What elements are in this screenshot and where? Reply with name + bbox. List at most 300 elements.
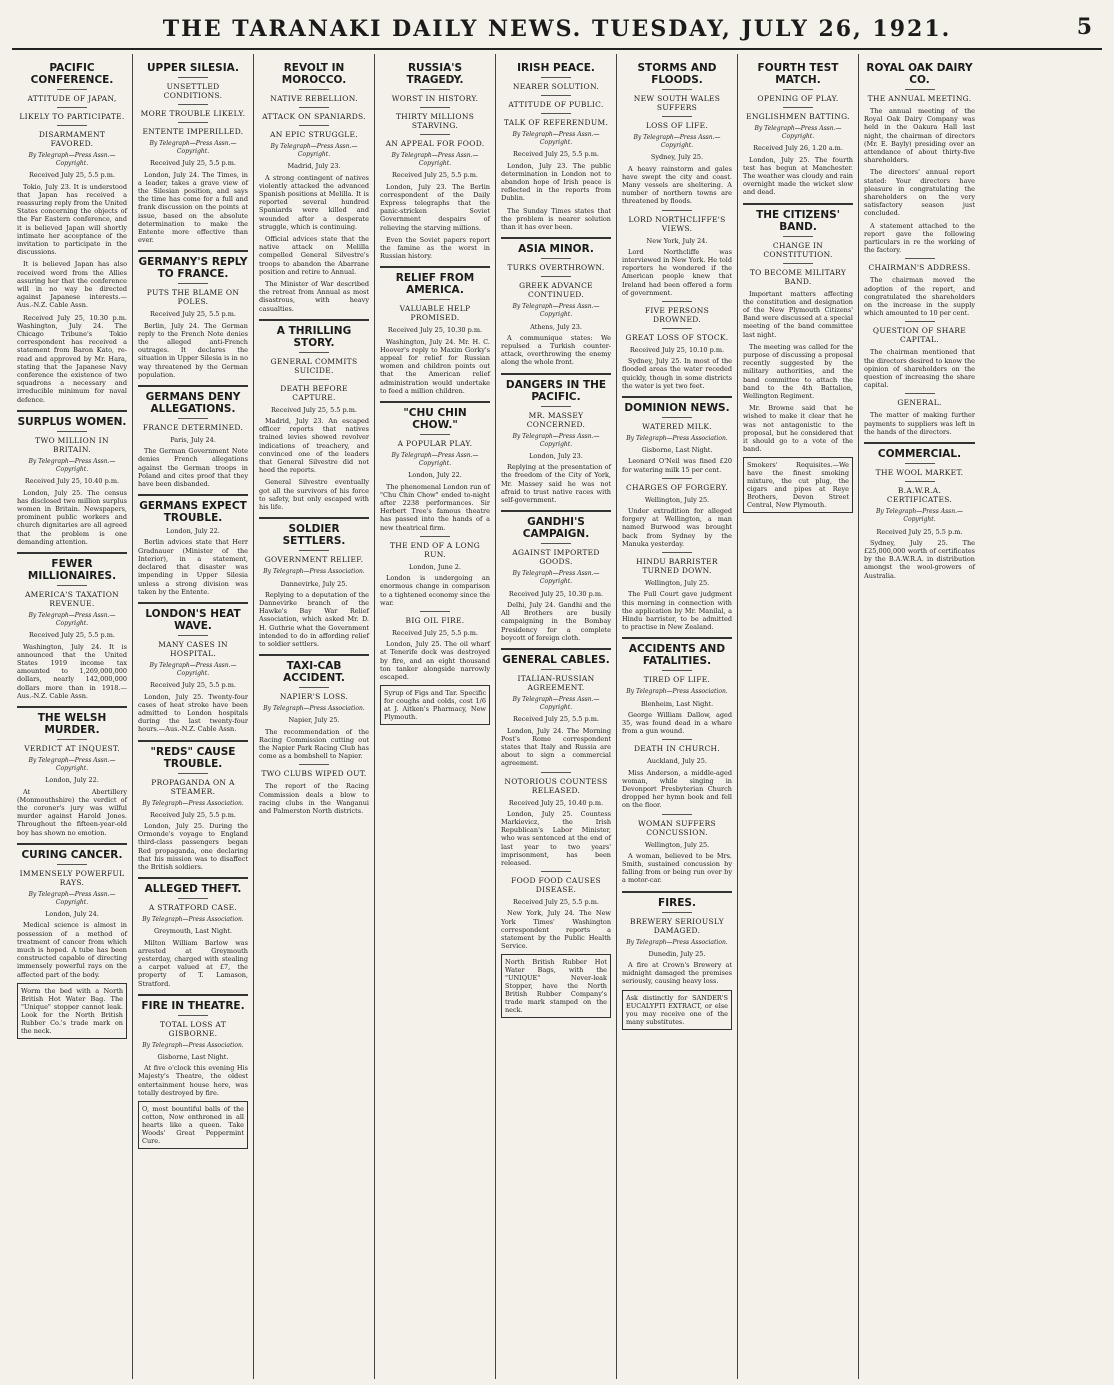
article-subhead: QUESTION OF SHARE CAPITAL. (872, 326, 967, 345)
article-paragraph: Tokio, July 23. It is understood that Japan has received a reassuring reply from the United States concerning the objects of the Far Eastern conference, and it is believed Japan will shortly intimate her acceptance of the invitation to participate in the discussions. (17, 182, 127, 257)
article (380, 536, 490, 607)
article-paragraph: Madrid, July 23. An escaped officer reports that natives trained levies showed revolver indications of treachery, and convinced one of the leaders that General Silvestre did not heed the reports. (259, 417, 369, 475)
subhead-separator (57, 739, 87, 740)
article-dateline: Received July 25, 5.5 p.m. (150, 681, 236, 690)
subhead-separator (178, 77, 208, 78)
advertisement: Syrup of Figs and Tar. Specific for coughs and colds, cost 1/6 at J. Aitken's Pharmacy, New Plymouth. (380, 685, 490, 725)
article-headline: GENERAL CABLES. (502, 653, 610, 666)
article (138, 494, 248, 596)
article-paragraph: London, July 25. The oil wharf at Tenerife dock was destroyed by fire, and an eight thousand ton tanker alongside narrowly escaped. (380, 640, 490, 681)
article-paragraph: Milton William Barlow was arrested at Greymouth yesterday, charged with stealing a carpet valued at £7, the property of T. Lamason, Stratford. (138, 938, 248, 988)
article-subhead: GREEK ADVANCE CONTINUED. (519, 281, 593, 300)
article-headline: CURING CANCER. (21, 848, 123, 861)
article (138, 602, 248, 734)
subhead-separator (57, 107, 87, 108)
subhead-separator (299, 352, 329, 353)
article-paragraph: New York, July 24. The New York Times' Washington correspondent reports a statement by the Public Health Service. (501, 909, 611, 951)
article-dateline: Sydney, July 25. (650, 153, 704, 162)
article-subhead: CHANGE IN CONSTITUTION. (763, 240, 833, 259)
article-headline: ACCIDENTS AND FATALITIES. (628, 643, 726, 668)
section-rule (259, 654, 369, 656)
article-dateline: Received July 26, 1.20 a.m. (753, 144, 843, 153)
article-paragraph: A woman, believed to be Mrs. Smith, sustained concussion by falling from or being run over by a motor-car. (622, 851, 732, 885)
article-subhead: TOTAL LOSS AT GISBORNE. (159, 1019, 227, 1038)
subhead-separator (57, 431, 87, 432)
article-headline: LONDON'S HEAT WAVE. (145, 607, 241, 632)
article (17, 62, 127, 404)
article-subhead: A STRATFORD CASE. (148, 903, 238, 913)
section-rule (743, 203, 853, 205)
article-subhead: CHAIRMAN'S ADDRESS. (868, 263, 971, 273)
section-rule (380, 266, 490, 268)
article-paragraph: The recommendation of the Racing Commission cutting out the Napier Park Racing Club has come as a bombshell to Napier. (259, 727, 369, 761)
article-dateline: Received July 25, 5.5 p.m. (29, 631, 115, 640)
article-headline: FEWER MILLIONAIRES. (27, 557, 117, 582)
column-4 (375, 54, 496, 1379)
article (501, 373, 611, 505)
article-headline: GERMANS EXPECT TROUBLE. (139, 500, 247, 525)
article-subhead: MORE TROUBLE LIKELY. (140, 109, 246, 118)
article-dateline: Received July 25, 5.5 p.m. (150, 810, 236, 819)
column-3 (254, 54, 375, 1379)
article-paragraph: Important matters affecting the constitution and designation of the New Plymouth Citizens' Band were discussed at a special meeting of the band committee last night. (743, 289, 853, 339)
subhead-separator (905, 393, 935, 394)
article (622, 814, 732, 885)
subhead-separator (541, 406, 571, 407)
subhead-separator (420, 536, 450, 537)
subhead-separator (178, 418, 208, 419)
article-dateline: Wellington, July 25. (644, 579, 710, 588)
subhead-separator (662, 670, 692, 671)
article (864, 393, 975, 436)
article (259, 319, 369, 511)
section-rule (138, 494, 248, 496)
article (622, 478, 732, 548)
article-paragraph: Delhi, July 24. Gandhi and the All Brothers are busily campaigning in the Bombay Presidency for a complete boycott of foreign cloth. (501, 600, 611, 642)
subhead-separator (541, 276, 571, 277)
article-subhead: DEATH IN CHURCH. (633, 744, 721, 754)
section-rule (17, 706, 127, 708)
article-byline: By Telegraph—Press Assn.—Copyright. (512, 695, 600, 712)
advertisement: Smokers' Requisites.—We have the finest smoking mixture, the cut plug, the cigars and pipes at Reye Brothers, Devon Street Central, New Plymouth. (743, 457, 853, 513)
article-subhead: GENERAL. (897, 398, 942, 408)
subhead-separator (905, 89, 935, 90)
subhead-separator (783, 89, 813, 90)
article-subhead: HINDU BARRISTER TURNED DOWN. (636, 557, 718, 576)
subhead-separator (57, 864, 87, 865)
article-headline: RUSSIA'S TRAGEDY. (406, 62, 464, 86)
article-subhead: NEW SOUTH WALES SUFFERS (633, 94, 721, 112)
article-dateline: Greymouth, Last Night. (153, 927, 232, 936)
subhead-separator (178, 104, 208, 105)
article-paragraph: Berlin, July 24. The German reply to the French Note denies the alleged anti-French outrages. It declares the situation in Upper Silesia is in no way threatened by the German population. (138, 321, 248, 379)
section-rule (501, 510, 611, 512)
article-subhead: BIG OIL FIRE. (405, 615, 465, 625)
subhead-separator (662, 89, 692, 90)
article-headline: GANDHI'S CAMPAIGN. (522, 516, 590, 541)
article-paragraph: London, July 25. During the Ormonde's voyage to England third-class passengers began Red propaganda, one declaring that his mission was to disaffect the British soldiers. (138, 821, 248, 871)
subhead-separator (299, 107, 329, 108)
subhead-separator (178, 635, 208, 636)
masthead-rule (12, 48, 1102, 50)
article-dateline: Madrid, July 23. (287, 162, 341, 171)
article-paragraph: London, July 23. The public determination in London not to abandon hope of Irish peace is reflected in the reports from Dublin. (501, 161, 611, 203)
article-subhead: CHARGES OF FORGERY. (625, 482, 729, 492)
article-headline: GERMANY'S REPLY TO FRANCE. (138, 256, 248, 281)
section-rule (622, 396, 732, 398)
article-dateline: Received July 25, 5.5 p.m. (392, 628, 478, 637)
subhead-separator (662, 417, 692, 418)
article-headline: FIRE IN THEATRE. (141, 999, 245, 1012)
article-paragraph: The German Government Note denies French allegations against the German troops in Poland and cites proof that they have been disbanded. (138, 447, 248, 489)
section-rule (864, 442, 975, 444)
article-subhead: THE END OF A LONG RUN. (389, 540, 481, 559)
article-paragraph: Under extradition for alleged forgery at Wellington, a man named Burwood was brought back from Sydney by the Manuka yesterday. (622, 507, 732, 548)
article-subhead: TO BECOME MILITARY BAND. (749, 267, 847, 286)
article-headline: ALLEGED THEFT. (144, 883, 242, 896)
article (259, 654, 369, 760)
advertisement: O, most bountiful balls of the cotton, Now enthroned in all hearts like a queen. Take Woods' Great Peppermint Cure. (138, 1101, 248, 1149)
newspaper-title: THE TARANAKI DAILY NEWS. TUESDAY, JULY 26, 1921. (162, 16, 952, 42)
article-byline: By Telegraph—Press Assn.—Copyright. (875, 508, 964, 524)
advertisement: Ask distinctly for SANDER'S EUCALYPTI EXTRACT, or else you may receive one of the many substitutes. (622, 990, 732, 1030)
article-headline: UPPER SILESIA. (147, 62, 239, 74)
article (259, 62, 369, 313)
article (501, 648, 611, 768)
article-dateline: Received July 25, 10.10 p.m. (629, 346, 725, 355)
article-headline: DANGERS IN THE PACIFIC. (505, 378, 607, 403)
section-rule (259, 517, 369, 519)
subhead-separator (905, 463, 935, 464)
article (864, 321, 975, 389)
article-subhead: TWO CLUBS WIPED OUT. (261, 769, 367, 779)
column-7 (738, 54, 859, 1379)
subhead-separator (420, 134, 450, 135)
section-rule (138, 385, 248, 387)
article-dateline: Received July 25, 10.40 p.m. (24, 477, 120, 486)
article (622, 62, 732, 206)
article-subhead: NATIVE REBELLION. (270, 94, 358, 103)
article-headline: IRISH PEACE. (517, 62, 595, 74)
article-headline: FOURTH TEST MATCH. (757, 62, 839, 86)
article-dateline: London, July 23. (529, 452, 583, 461)
article-dateline: Received July 25, 5.5 p.m. (513, 898, 599, 907)
news-columns (12, 54, 1102, 1379)
article-dateline: Wellington, July 25. (644, 495, 710, 504)
article-headline: RELIEF FROM AMERICA. (395, 272, 475, 297)
subhead-separator (662, 552, 692, 553)
article-byline: By Telegraph—Press Association. (626, 435, 728, 443)
article (622, 637, 732, 735)
article-headline: FIRES. (658, 896, 696, 909)
article-subhead: AN EPIC STRUGGLE. (270, 130, 358, 139)
article (380, 62, 490, 260)
advertisement: North British Rubber Hot Water Bags, with the "UNIQUE" Never-leak Stopper, have the North British Rubber Company's trade mark stamped on the neck. (501, 954, 611, 1018)
article-subhead: ENTENTE IMPERILLED. (142, 127, 244, 136)
article-byline: By Telegraph—Press Assn.—Copyright. (512, 303, 600, 319)
article-dateline: London, July 24. (45, 910, 99, 919)
article-dateline: Received July 25, 5.5 p.m. (876, 527, 963, 536)
section-rule (138, 602, 248, 604)
article-paragraph: London, July 25. The census has disclosed two million surplus women in Britain. Newspapers, prominent public workers and church dignitaries are all agreed that the problem is one demanding attention. (17, 488, 127, 546)
article-paragraph: The report of the Racing Commission deals a blow to racing clubs in the Wanganui and Palmerston North districts. (259, 782, 369, 815)
article-subhead: A POPULAR PLAY. (397, 439, 473, 449)
subhead-separator (662, 739, 692, 740)
subhead-separator (783, 263, 813, 264)
article-subhead: PROPAGANDA ON A STEAMER. (151, 777, 235, 796)
article-dateline: Received July 25, 5.5 p.m. (29, 171, 115, 180)
article-byline: By Telegraph—Press Association. (626, 938, 728, 946)
section-rule (138, 994, 248, 996)
article (380, 611, 490, 681)
subhead-separator (57, 585, 87, 586)
article-byline: By Telegraph—Press Association. (142, 799, 244, 807)
article-paragraph: Miss Anderson, a middle-aged woman, while singing in Devonport Presbyterian Church dropped her hymn book and fell on the floor. (622, 768, 732, 810)
article (864, 62, 975, 254)
subhead-separator (541, 258, 571, 259)
article-subhead: LORD NORTHCLIFFE'S VIEWS. (628, 214, 726, 233)
article-byline: By Telegraph—Press Assn.—Copyright. (28, 756, 116, 773)
article-subhead: MR. MASSEY CONCERNED. (526, 410, 586, 429)
article-dateline: Gisborne, Last Night. (641, 446, 713, 455)
section-rule (138, 250, 248, 252)
section-rule (17, 843, 127, 845)
subhead-separator (662, 210, 692, 211)
article-dateline: London, June 2. (409, 562, 461, 571)
article (864, 258, 975, 317)
article-paragraph: Received July 25, 10.30 p.m. Washington, July 24. The Chicago Tribune's Tokio correspondent has received a statement from Baron Kato, re-read and approved by Mr. Hara, stating that the Japanese Navy conference the existence of two squadrons a necessary and irreducible minimum for naval defence. (17, 313, 127, 404)
article-subhead: UNSETTLED CONDITIONS. (163, 82, 223, 100)
subhead-separator (541, 543, 571, 544)
article (138, 994, 248, 1097)
article (17, 843, 127, 979)
article-paragraph: The annual meeting of the Royal Oak Dairy Company was held in the Oakura Hall last night, the chairman of directors (Mr. E. Bayly) presiding over an attendance of about thirty-five shareholders. (864, 107, 975, 165)
article-subhead: ENGLISHMEN BATTING. (746, 112, 850, 121)
article-paragraph: A statement attached to the report gave the following particulars in re the working of the factory. (864, 221, 975, 255)
section-rule (501, 648, 611, 650)
column-6 (617, 54, 738, 1379)
section-rule (501, 237, 611, 239)
article-byline: By Telegraph—Press Association. (263, 568, 365, 576)
article-paragraph: Replying to a deputation of the Dannevirke branch of the Hawke's Bay War Relief Association, which asked Mr. D. H. Guthrie what the Government intended to do in affording relief to soldier settlers. (259, 590, 369, 648)
article (501, 237, 611, 366)
article-headline: A THRILLING STORY. (276, 324, 352, 349)
subhead-separator (783, 107, 813, 108)
article-subhead: AN APPEAL FOR FOOD. (385, 139, 485, 148)
article-subhead: NAPIER'S LOSS. (279, 692, 349, 702)
subhead-separator (299, 687, 329, 688)
article (501, 62, 611, 231)
article-subhead: ATTITUDE OF PUBLIC. (508, 100, 604, 109)
article-paragraph: At five o'clock this evening His Majesty's Theatre, the oldest entertainment house here, was totally destroyed by fire. (138, 1064, 248, 1097)
article-subhead: FOOD FOOD CAUSES DISEASE. (511, 876, 601, 895)
subhead-separator (299, 379, 329, 380)
article-byline: By Telegraph—Press Assn.—Copyright. (754, 125, 842, 141)
article-subhead: TURKS OVERTHROWN. (507, 263, 605, 273)
article-dateline: Blenheim, Last Night. (640, 699, 714, 708)
article-dateline: Received July 25, 10.40 p.m. (508, 798, 604, 807)
article-dateline: Dunedin, July 25. (648, 949, 706, 958)
article-byline: By Telegraph—Press Association. (263, 705, 365, 713)
article-paragraph: The directors' annual report stated: Your directors have pleasure in congratulating the shareholders on the very satisfactory season just concluded. (864, 168, 975, 218)
subhead-separator (299, 89, 329, 90)
article (622, 739, 732, 809)
article (380, 401, 490, 532)
article (17, 552, 127, 700)
article-paragraph: Medical science is almost in possession of a method of treatment of cancer from which much is hoped. A tube has been constructed capable of directing immensely powerful rays on the affected part of the body. (17, 921, 127, 979)
article (17, 706, 127, 837)
article-headline: "CHU CHIN CHOW." (403, 407, 467, 432)
article-paragraph: Replying at the presentation of the freedom of the City of York, Mr. Massey said he was not afraid to trust native races with self-government. (501, 463, 611, 505)
article-subhead: WORST IN HISTORY. (391, 94, 479, 103)
article (622, 210, 732, 297)
article-paragraph: The chairman moved the adoption of the report, and congratulated the shareholders on the increase in the supply which amounted to 10 per cent. (864, 276, 975, 318)
article-subhead: NEARER SOLUTION. (512, 82, 600, 91)
article-paragraph: Sydney, July 25. The £25,000,000 worth of certificates by the B.A.W.R.A. in distribution amongst the wool-growers of Australia. (864, 538, 975, 580)
article-subhead: FIVE PERSONS DROWNED. (644, 306, 710, 325)
column-2 (133, 54, 254, 1379)
article (743, 203, 853, 454)
article-headline: GERMANS DENY ALLEGATIONS. (145, 391, 241, 416)
article-subhead: AMERICA'S TAXATION REVENUE. (24, 589, 120, 608)
article-paragraph: London, July 24. The Times, in a leader, takes a grave view of the Silesian position, and says the time has come for a full and frank discussion on the points at issue, based on the absolute determination to make the Entente more effective than ever. (138, 170, 248, 245)
subhead-separator (905, 258, 935, 259)
article-subhead: FRANCE DETERMINED. (142, 423, 244, 433)
section-rule (138, 740, 248, 742)
article-headline: COMMERCIAL. (877, 448, 962, 461)
article-subhead: ITALIAN-RUSSIAN AGREEMENT. (517, 673, 595, 692)
section-rule (138, 877, 248, 879)
article-paragraph: A strong contingent of natives violently attacked the advanced Spanish positions at Melilla. It is reported several hundred Spaniards were killed and wounded after a desperate struggle, which is continuing. (259, 173, 369, 231)
subhead-separator (662, 328, 692, 329)
article-subhead: OPENING OF PLAY. (757, 94, 839, 103)
article-headline: DOMINION NEWS. (624, 402, 730, 415)
subhead-separator (420, 299, 450, 300)
section-rule (622, 637, 732, 639)
section-rule (501, 373, 611, 375)
article-subhead: WOMAN SUFFERS CONCUSSION. (638, 818, 716, 837)
article (259, 764, 369, 815)
article (622, 891, 732, 986)
subhead-separator (178, 773, 208, 774)
article-subhead: DISARMAMENT FAVORED. (38, 130, 106, 148)
article-byline: By Telegraph—Press Assn.—Copyright. (28, 457, 116, 474)
subhead-separator (662, 301, 692, 302)
article (138, 250, 248, 379)
article-headline: PACIFIC CONFERENCE. (30, 62, 114, 86)
subhead-separator (662, 478, 692, 479)
advertisement: Worm the bed with a North British Hot Water Bag. The "Unique" stopper cannot leak. Look for the North British Rubber Co.'s trade mark on the neck. (17, 983, 127, 1039)
article-subhead: GREAT LOSS OF STOCK. (625, 333, 729, 343)
article-paragraph: Leonard O'Neil was fined £20 for watering milk 15 per cent. (622, 457, 732, 474)
article (501, 510, 611, 642)
article-byline: By Telegraph—Press Association. (626, 688, 728, 696)
subhead-separator (541, 113, 571, 114)
article-dateline: Received July 25, 5.5 p.m. (150, 310, 236, 319)
article-dateline: Received July 25, 5.5 p.m. (150, 159, 236, 168)
subhead-separator (299, 125, 329, 126)
column-5 (496, 54, 617, 1379)
article-subhead: LOSS OF LIFE. (645, 121, 709, 130)
masthead (0, 0, 1114, 56)
article-dateline: Received July 25, 5.5 p.m. (271, 405, 357, 414)
subhead-separator (662, 912, 692, 913)
article-subhead: AGAINST IMPORTED GOODS. (512, 548, 600, 567)
article-subhead: TWO MILLION IN BRITAIN. (35, 435, 109, 454)
article-headline: SURPLUS WOMEN. (17, 415, 127, 428)
subhead-separator (299, 764, 329, 765)
subhead-separator (178, 898, 208, 899)
article-paragraph: London, July 25. Twenty-four cases of heat stroke have been admitted to London hospitals during the last twenty-four hours.—Aus.-N.Z. Cable Assn. (138, 692, 248, 734)
subhead-separator (299, 550, 329, 551)
article-subhead: THIRTY MILLIONS STARVING. (395, 112, 475, 130)
article-dateline: London, July 22. (45, 776, 99, 785)
article-byline: By Telegraph—Press Association. (142, 1041, 244, 1049)
article-byline: By Telegraph—Press Assn.—Copyright. (28, 611, 116, 628)
article-dateline: Received July 25, 10.30 p.m. (508, 589, 604, 598)
article-paragraph: A communique states: We repulsed a Turkish counter-attack, overthrowing the enemy along the whole front. (501, 333, 611, 367)
article-byline: By Telegraph—Press Assn.—Copyright. (391, 152, 479, 168)
subhead-separator (905, 481, 935, 482)
article-byline: By Telegraph—Press Assn.—Copyright. (512, 131, 600, 147)
article-paragraph: London, July 25. The fourth test has begun at Manchester. The weather was cloudy and rain overnight made the wicket slow and dead. (743, 155, 853, 197)
subhead-separator (420, 107, 450, 108)
article-paragraph: It is believed Japan has also received word from the Allies assuring her that the conference will in no way be directed against Japanese interests.—Aus.-N.Z. Cable Assn. (17, 260, 127, 310)
article (380, 266, 490, 395)
article-dateline: Napier, July 25. (288, 716, 340, 725)
subhead-separator (905, 321, 935, 322)
section-rule (622, 891, 732, 893)
article-subhead: TIRED OF LIFE. (643, 675, 711, 685)
article-subhead: ATTACK ON SPANIARDS. (262, 112, 366, 121)
article-dateline: New York, July 24. (646, 236, 708, 245)
article-subhead: IMMENSELY POWERFUL RAYS. (19, 868, 125, 887)
subhead-separator (178, 1015, 208, 1016)
article-subhead: DEATH BEFORE CAPTURE. (280, 383, 348, 402)
article-subhead: GENERAL COMMITS SUICIDE. (270, 356, 358, 375)
article-dateline: Received July 25, 5.5 p.m. (513, 150, 599, 159)
section-rule (259, 319, 369, 321)
article-dateline: Athens, July 23. (530, 322, 582, 331)
article-byline: By Telegraph—Press Assn.—Copyright. (270, 143, 358, 159)
subhead-separator (541, 871, 571, 872)
article-byline: By Telegraph—Press Assn.—Copyright. (633, 134, 721, 150)
article-dateline: Received July 25, 5.5 p.m. (513, 715, 599, 724)
article-subhead: LIKELY TO PARTICIPATE. (19, 112, 125, 121)
subhead-separator (420, 89, 450, 90)
article-paragraph: At Abertillery (Monmouthshire) the verdict of the coroner's jury was wilful murder against Harold Jones. Throughout the fifteen-year-old boy has shown no emotion. (17, 787, 127, 837)
subhead-separator (541, 95, 571, 96)
article-paragraph: The Full Court gave judgment this morning in connection with the application by Mr. Manilal, a Hindu barrister, to be admitted to practise in New Zealand. (622, 590, 732, 632)
article-subhead: MANY CASES IN HOSPITAL. (158, 639, 228, 658)
article (501, 772, 611, 868)
subhead-separator (57, 89, 87, 90)
article-headline: THE WELSH MURDER. (37, 711, 107, 736)
article (138, 62, 248, 244)
article-headline: STORMS AND FLOODS. (637, 62, 717, 86)
article (864, 442, 975, 580)
article (259, 517, 369, 648)
article-byline: By Telegraph—Press Assn.—Copyright. (512, 570, 600, 586)
article-byline: By Telegraph—Press Assn.—Copyright. (149, 140, 237, 156)
article (622, 552, 732, 631)
article-headline: ASIA MINOR. (518, 243, 594, 256)
article-byline: By Telegraph—Press Association. (142, 916, 244, 924)
article-headline: "REDS" CAUSE TROUBLE. (150, 745, 236, 770)
subhead-separator (541, 669, 571, 670)
article-paragraph: Washington, July 24. It is announced that the United States 1919 income tax amounted to 1,269,000,000 dollars, nearly 142,000,000 dollars more than in 1918.—Aus.-N.Z. Cable Assn. (17, 642, 127, 700)
article-paragraph: George William Dallow, aged 35, was found dead in a whare from a gun wound. (622, 710, 732, 736)
